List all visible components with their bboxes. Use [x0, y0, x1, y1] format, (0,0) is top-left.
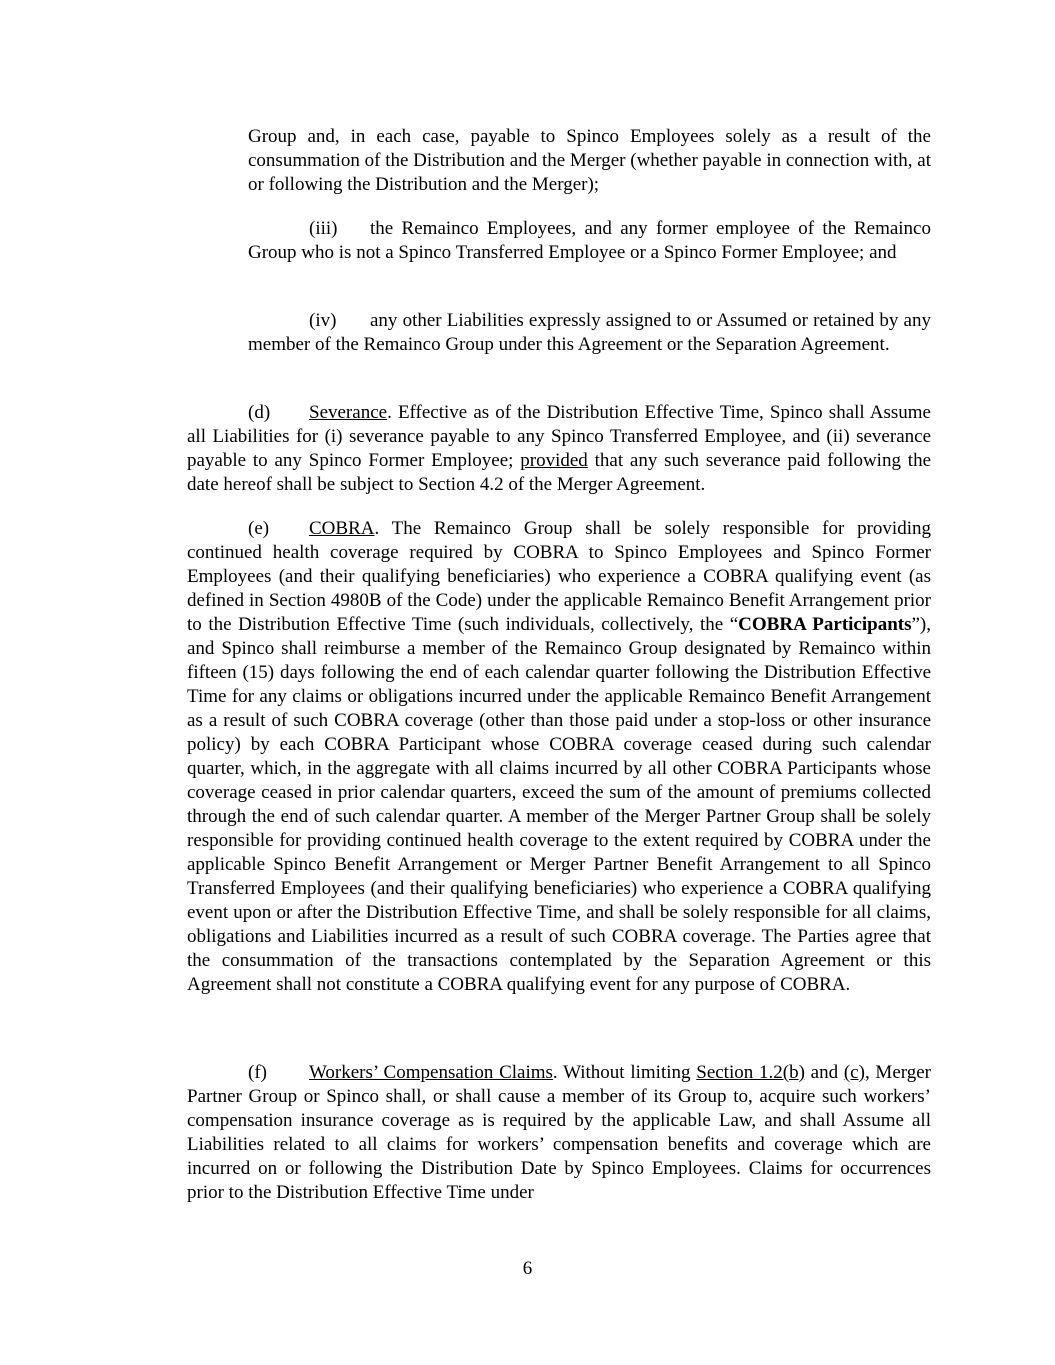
- paragraph-text: and: [804, 1062, 844, 1083]
- provided-term: provided: [520, 450, 588, 471]
- paragraph-d-severance: [187, 401, 931, 497]
- section-heading: Severance: [309, 402, 388, 423]
- clause-number: (f): [248, 1062, 267, 1083]
- section-heading: COBRA: [309, 518, 375, 539]
- paragraph-text: . Without limiting: [552, 1062, 697, 1083]
- paragraph-text: . The Remainco Group shall be solely responsible for providing continued health coverage required by COBRA to Spinco Employees and Spinco Former Employees (and their qualifying beneficiaries) who experience a COBRA qualifying event (as defined in Section 4980B of the Code) under the applicable Remainco Benefit Arrangement prior to the Distribution Effective Time (such individuals, collectively, the “: [187, 518, 931, 635]
- paragraph-text: ”), and Spinco shall reimburse a member of the Remainco Group designated by Remainco within fifteen (15) days following the end of each calendar quarter following the Distribution Effective Time for any claims or obligations incurred under the applicable Remainco Benefit Arrangement as a result of such COBRA coverage (other than those paid under a stop-loss or other insurance policy) by each COBRA Participant whose COBRA coverage ceased during such calendar quarter, which, in the aggregate with all claims incurred by all other COBRA Participants whose coverage ceased in prior calendar quarters, exceed the sum of the amount of premiums collected through the end of such calendar quarter. A member of the Merger Partner Group shall be solely responsible for providing continued health coverage to the extent required by COBRA under the applicable Spinco Benefit Arrangement or Merger Partner Benefit Arrangement to all Spinco Transferred Employees (and their qualifying beneficiaries) who experience a COBRA qualifying event upon or after the Distribution Effective Time, and shall be solely responsible for all claims, obligations and Liabilities incurred as a result of such COBRA coverage. The Parties agree that the consummation of the transactions contemplated by the Separation Agreement or this Agreement shall not constitute a COBRA qualifying event for any purpose of COBRA.: [187, 614, 932, 995]
- clause-number: (d): [248, 402, 271, 423]
- paragraph-text: . Effective as of the Distribution Effective Time, Spinco shall Assume all Liabilities for (i) severance payable to any Spinco Transferred Employee, and (ii) severance payable to any Spinco Former Employee;: [187, 402, 931, 471]
- paragraph-text: Group and, in each case, payable to Spinco Employees solely as a result of the consummation of the Distribution and the Merger (whether payable in connection with, at or following the Distribution and the Merger);: [248, 126, 931, 195]
- clause-number: (iii): [309, 218, 338, 239]
- clause-number: (iv): [309, 310, 337, 331]
- clause-number: (e): [248, 518, 270, 539]
- paragraph-iv: [248, 309, 931, 357]
- section-reference: (c): [843, 1062, 865, 1083]
- paragraph-f-workers-comp: [187, 1061, 931, 1205]
- paragraph-e-cobra: [187, 517, 931, 997]
- section-heading: Workers’ Compensation Claims: [309, 1062, 553, 1083]
- paragraph-text: any other Liabilities expressly assigned to or Assumed or retained by any member of the Remainco Group under this Agreement or the Separation Agreement.: [248, 310, 931, 355]
- paragraph-text: the Remainco Employees, and any former employee of the Remainco Group who is not a Spinco Transferred Employee or a Spinco Former Employee; and: [248, 218, 931, 263]
- section-reference: Section 1.2(b): [696, 1062, 805, 1083]
- page-number: 6: [522, 1258, 533, 1279]
- defined-term: COBRA Participants: [738, 614, 912, 635]
- paragraph-text: that any such severance paid following the date hereof shall be subject to Section 4.2 of the Merger Agreement.: [187, 450, 931, 495]
- paragraph-iii: [248, 217, 931, 265]
- paragraph-continuation: [248, 125, 931, 197]
- paragraph-text: , Merger Partner Group or Spinco shall, or shall cause a member of its Group to, acquire such workers’ compensation insurance coverage as is required by the applicable Law, and shall Assume all Liabilities related to all claims for workers’ compensation benefits and coverage which are incurred on or following the Distribution Date by Spinco Employees. Claims for occurrences prior to the Distribution Effective Time under: [187, 1062, 932, 1203]
